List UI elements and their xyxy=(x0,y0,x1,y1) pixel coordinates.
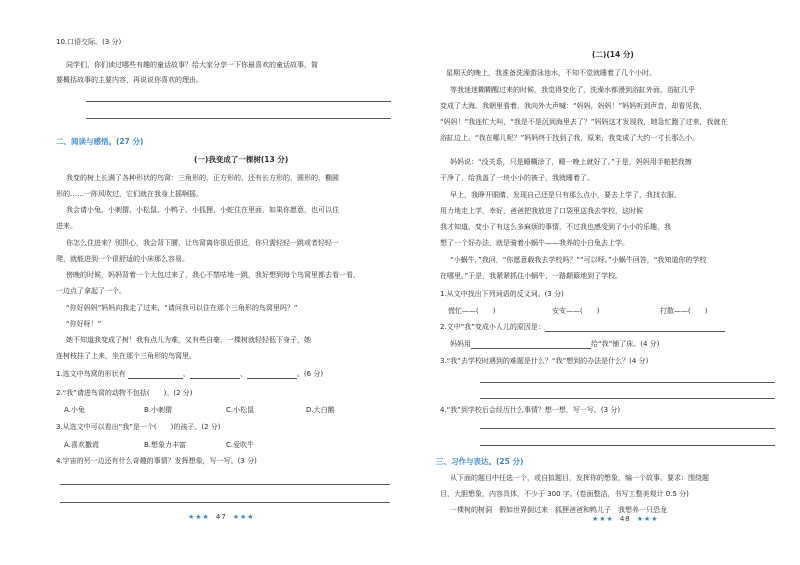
passage-1-line: 傍晚的时候，妈妈背着一个大包过来了，我心不禁咕地一跳，我好想到每个鸟窝里都去看一看， xyxy=(66,271,360,279)
answer-blank[interactable] xyxy=(190,371,240,379)
answer-line[interactable] xyxy=(60,484,390,485)
writing-prompt: 目，大胆想象，内容具体，不少于 300 字。(卷面整洁，书写工整美观计 0.5 分) xyxy=(440,490,689,498)
answer-line[interactable] xyxy=(480,428,775,429)
option-c[interactable]: C.小松鼠 xyxy=(226,406,255,414)
question-3: 3.从选文中可以看出“我”是一个( )的孩子。(2 分) xyxy=(56,423,221,431)
passage-1-line: 你怎么住进来？别担心，我会背下腰，让鸟窝离你很近很近，你只需轻轻一跳或者轻轻一 xyxy=(66,239,339,247)
passage-1-line: 连树枝挂了上来，坐在那个三角形的鸟窝里。 xyxy=(56,352,196,360)
star-icon: ★★★ xyxy=(232,513,255,521)
passage-1-line: “你好呀！” xyxy=(66,320,102,328)
question-2-continued xyxy=(450,340,659,349)
star-icon: ★★★ xyxy=(188,513,210,521)
page-number: 47 xyxy=(215,513,227,521)
passage-2-line: 在哪里。”于是，我紧紧抓住小蜗牛，一路颠簸地到了学校。 xyxy=(440,272,623,280)
answer-line[interactable] xyxy=(480,445,775,446)
section-2-heading: 二、阅读与感悟。(27 分) xyxy=(56,137,144,146)
question-2 xyxy=(440,323,725,332)
star-icon: ★★★ xyxy=(592,515,614,523)
answer-line[interactable] xyxy=(480,382,775,383)
question-2-text: 2.文中“我”变成小人儿的原因是： xyxy=(440,323,545,331)
q10-title: 10.口语交际。(3 分) xyxy=(56,38,122,46)
passage-2-line: 我才知道，变小了有这么多麻烦的事情，不过我也感受到了小小的乐趣，我 xyxy=(440,223,671,231)
option-a[interactable]: A.喜欢撒谎 xyxy=(64,441,99,449)
passage-2-line: 等我迷迷糊糊醒过来的时候，我觉得变化了，洗澡水都漫到浴缸外面，浴缸几乎 xyxy=(450,86,695,94)
answer-blank[interactable] xyxy=(471,341,591,349)
passage-1-line: “你好妈妈”妈妈向我走了过来，“请问我可以住在那个三角形的鸟窝里吗？” xyxy=(66,304,298,312)
answer-blank[interactable] xyxy=(128,371,183,379)
passage-2-line: 用力地走上学，幸好，爸爸把我放进了口袋里送我去学校，这时候 xyxy=(440,207,643,215)
answer-blank[interactable] xyxy=(545,324,725,332)
passage-1-line: 进来。 xyxy=(56,222,77,230)
passage-2-line: 变成了大海。我朝里看着，我向外大声喊：“妈妈，妈妈！”妈妈听到声音，却看见我， xyxy=(440,102,707,110)
question-4: 4.宇宙的另一边还有什么奇趣的事情？发挥想象，写一写。(3 分) xyxy=(56,457,257,465)
question-3: 3.“我”去学校时遇到的难题是什么？“我”想到的办法是什么？(4 分) xyxy=(440,357,649,365)
passage-2-line: “妈妈！”我连忙大叫，“我是不是沉到海里去了？”妈妈这才发现我，她急忙跑了过来，我就在 xyxy=(440,118,728,126)
question-1-end: 。(6 分) xyxy=(296,370,324,378)
passage-1-line: 我变的树上长满了各种形状的鸟窝：三角形的，正方形的，还有长方形的、圆形的，椭圆 xyxy=(66,174,339,182)
option-c[interactable]: C.爱吹牛 xyxy=(226,441,255,449)
q10-text-2: 要概括故事的主要内容，再说说你喜欢的理由。 xyxy=(56,76,203,84)
antonym-item[interactable]: 打散——( ) xyxy=(660,307,708,315)
option-d[interactable]: D.大白鹅 xyxy=(306,406,335,414)
passage-1-title: (一)我变成了一棵树(13 分) xyxy=(194,155,289,164)
page-footer-right xyxy=(592,515,659,523)
answer-line[interactable] xyxy=(480,398,775,399)
answer-line[interactable] xyxy=(86,118,391,119)
passage-2-line: 干净了，给我盖了一块小小的被子，我就睡着了。 xyxy=(440,174,594,182)
passage-2-line: 早上，我睁开眼睛，发现自己还是只有那么点小，要去上学了，我找衣服， xyxy=(450,191,681,199)
passage-2-line: 想了一个好办法，就是骑着小蜗牛——我养的小白兔去上学。 xyxy=(440,239,629,247)
page-footer-left xyxy=(188,513,255,521)
question-2: 2.“我”请进鸟窝的动物不包括( )。(2 分) xyxy=(56,389,193,397)
passage-1-line: 形的……一阵风吹过，它们就在我身上摇啊摇。 xyxy=(56,190,203,198)
q10-text-1: 同学们，你们读过哪些有趣的童话故事？给大家分享一下你最喜欢的童话故事，简 xyxy=(66,61,318,69)
option-b[interactable]: B.想象力丰富 xyxy=(144,441,187,449)
passage-2-line: 妈妈说：“没关系，只是睡糊涂了，睡一晚上就好了。”于是，妈妈用手帕把我擦 xyxy=(450,158,692,166)
answer-blank[interactable] xyxy=(247,371,297,379)
writing-topics: 一棵树的树洞 假如世界倒过来 狐狸爸爸和鸭儿子 我想养一只恐龙 xyxy=(450,506,667,514)
answer-line[interactable] xyxy=(60,502,390,503)
passage-2-line: “小蜗牛，”我问，“你愿意载我去学校吗？”“可以呀。”小蜗牛回答，“我知道你的学校 xyxy=(450,256,707,264)
antonym-item[interactable]: 安安——( ) xyxy=(552,307,600,315)
question-2-text: 给“我”铺了床。(4 分) xyxy=(591,340,660,348)
answer-line[interactable] xyxy=(86,101,391,102)
section-3-heading: 三、习作与表达。(25 分) xyxy=(436,457,524,466)
passage-1-line: 爬，就能进到一个很舒适的小床那么容易。 xyxy=(56,255,189,263)
option-b[interactable]: B.小刺猬 xyxy=(144,406,173,414)
passage-2-line: 浴缸边上。“我在哪儿呢？”妈妈终于找到了我，原来，我变成了大约一寸长那么小。 xyxy=(440,134,700,142)
passage-1-line: 我会请小兔、小刺猬、小松鼠、小鸭子、小狐狸、小蛇住在里面，如果你愿意，也可以住 xyxy=(66,206,339,214)
question-1: 1.选文中鸟窝的形状有 、 、 。(6 分) xyxy=(56,370,324,378)
passage-2-title: (二)(14 分) xyxy=(592,50,634,59)
page-number: 48 xyxy=(619,515,631,523)
antonym-item[interactable]: 慌忙——( ) xyxy=(448,307,496,315)
option-a[interactable]: A.小兔 xyxy=(64,406,85,414)
question-2-text: 妈妈用 xyxy=(450,340,471,348)
passage-1-line: 她不知道我变成了树！我有点儿为难，又有些自豪，一棵树就轻轻低下身子，她 xyxy=(66,336,311,344)
question-1-text: 1.选文中鸟窝的形状有 xyxy=(56,370,126,378)
question-1: 1.从文中找出下列词语的反义词。(3 分) xyxy=(440,290,564,298)
question-4: 4.“我”到学校后会经历什么事情？想一想，写一写。(3 分) xyxy=(440,406,621,414)
star-icon: ★★★ xyxy=(636,515,659,523)
writing-prompt: 从下面的题目中任选一个，或自拟题目，发挥你的想象，编一个故事。要求：围绕题 xyxy=(450,474,709,482)
passage-2-line: 星期天的晚上，我准备洗澡游泳池水，不知不觉就睡着了几个小时。 xyxy=(446,69,656,77)
passage-1-line: 一边点了拿起了一个。 xyxy=(56,287,126,295)
